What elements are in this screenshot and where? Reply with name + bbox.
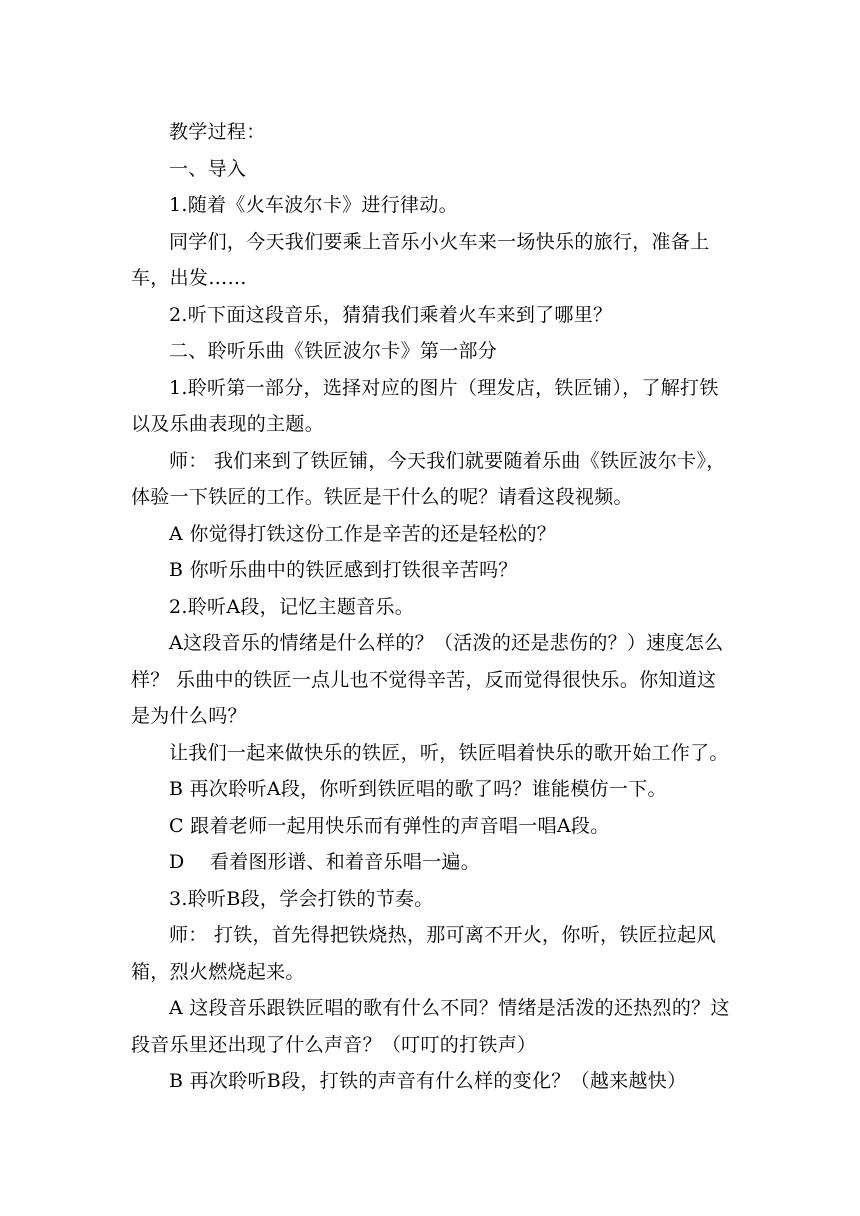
paragraph: 让我们一起来做快乐的铁匠，听，铁匠唱着快乐的歌开始工作了。 bbox=[169, 741, 729, 764]
paragraph: A这段音乐的情绪是什么样的？（活泼的还是悲伤的？）速度怎么样？ 乐曲中的铁匠一点儿也不觉得辛苦，反而觉得很快乐。你知道这是为什么吗？ bbox=[131, 632, 724, 727]
paragraph: 师： 打铁，首先得把铁烧热，那可离不开火，你听，铁匠拉起风箱，烈火燃烧起来。 bbox=[131, 924, 716, 983]
paragraph: A 这段音乐跟铁匠唱的歌有什么不同？情绪是活泼的还热烈的？这段音乐里还出现了什么声音？（叮叮的打铁声） bbox=[131, 997, 730, 1056]
paragraph: 师： 我们来到了铁匠铺，今天我们就要随着乐曲《铁匠波尔卡》，体验一下铁匠的工作。铁匠是干什么的呢？请看这段视频。 bbox=[131, 449, 726, 508]
paragraph: 2.听下面这段音乐，猜猜我们乘着火车来到了哪里？ bbox=[169, 303, 613, 326]
section-heading-listening: 二、聆听乐曲《铁匠波尔卡》第一部分 bbox=[169, 340, 498, 362]
paragraph: B 再次聆听A段，你听到铁匠唱的歌了吗？谁能模仿一下。 bbox=[169, 778, 667, 800]
paragraph: 1.聆听第一部分，选择对应的图片（理发店，铁匠铺），了解打铁以及乐曲表现的主题。 bbox=[131, 376, 719, 435]
document-body bbox=[131, 114, 731, 1100]
paragraph: 3.聆听B段，学会打铁的节奏。 bbox=[169, 887, 434, 910]
heading-teaching-process: 教学过程： bbox=[169, 121, 266, 143]
paragraph: A 你觉得打铁这份工作是辛苦的还是轻松的？ bbox=[169, 522, 557, 545]
paragraph: C 跟着老师一起用快乐而有弹性的声音唱一唱A段。 bbox=[169, 814, 610, 837]
paragraph: B 再次聆听B段，打铁的声音有什么样的变化？（越来越快） bbox=[169, 1070, 687, 1092]
paragraph: 1.随着《火车波尔卡》进行律动。 bbox=[169, 194, 458, 216]
paragraph: 同学们，今天我们要乘上音乐小火车来一场快乐的旅行，准备上车，出发…… bbox=[131, 230, 710, 289]
paragraph: D 看着图形谱、和着音乐唱一遍。 bbox=[169, 851, 481, 873]
paragraph: 2.聆听A段，记忆主题音乐。 bbox=[169, 595, 415, 618]
section-heading-intro: 一、导入 bbox=[169, 157, 247, 180]
paragraph: B 你听乐曲中的铁匠感到打铁很辛苦吗？ bbox=[169, 559, 518, 581]
